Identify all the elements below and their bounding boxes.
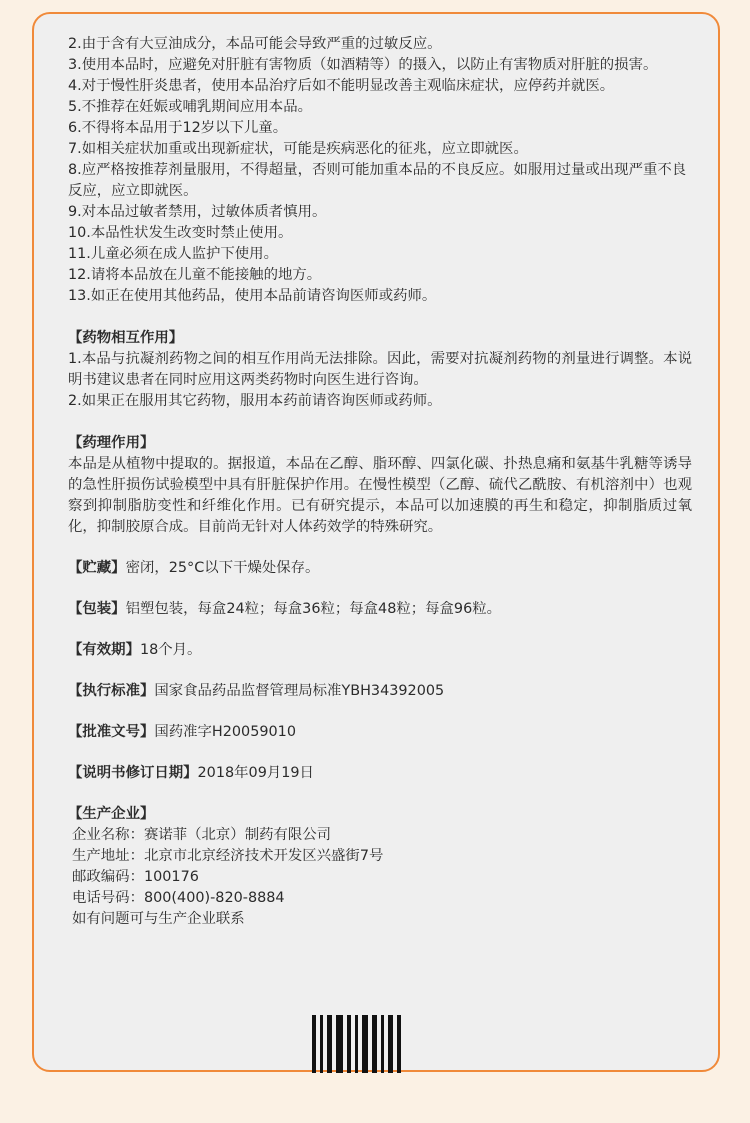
revision-text: 2018年09月19日 <box>197 765 314 781</box>
precaution-item: 2.由于含有大豆油成分，本品可能会导致严重的过敏反应。 <box>68 36 442 52</box>
precaution-item: 6.不得将本品用于12岁以下儿童。 <box>68 120 288 136</box>
precautions-list <box>68 34 692 307</box>
interactions-title: 【药物相互作用】 <box>68 330 184 346</box>
manufacturer-contact: 如有问题可与生产企业联系 <box>72 911 245 927</box>
precaution-item: 8.应严格按推荐剂量服用，不得超量，否则可能加重本品的不良反应。如服用过量或出现严重不良反应，应立即就医。 <box>68 162 687 199</box>
barcode-graphic <box>312 1015 420 1075</box>
precaution-item: 13.如正在使用其他药品，使用本品前请咨询医师或药师。 <box>68 288 437 304</box>
manufacturer-title: 【生产企业】 <box>68 806 155 822</box>
precaution-item: 4.对于慢性肝炎患者，使用本品治疗后如不能明显改善主观临床症状，应停药并就医。 <box>68 78 615 94</box>
pharmacology-text: 本品是从植物中提取的。据报道，本品在乙醇、脂环醇、四氯化碳、扑热息痛和氨基牛乳糖等诱导的急性肝损伤试验模型中具有肝脏保护作用。在慢性模型（乙醇、硫代乙酰胺、有机溶剂中）也观察到抑制脂肪变性和纤维化作用。已有研究提示，本品可以加速膜的再生和稳定，抑制脂质过氧化，抑制胶原合成。目前尚无针对人体药效学的特殊研究。 <box>68 456 692 535</box>
package-title: 【包装】 <box>68 601 126 617</box>
interactions-section <box>68 328 692 412</box>
validity-title: 【有效期】 <box>68 642 140 658</box>
storage-section <box>68 558 692 579</box>
precaution-item: 11.儿童必须在成人监护下使用。 <box>68 246 278 262</box>
approval-text: 国药准字H20059010 <box>154 724 296 740</box>
package-section <box>68 599 692 620</box>
validity-text: 18个月。 <box>139 642 202 658</box>
manufacturer-postcode: 邮政编码：100176 <box>72 869 199 885</box>
manufacturer-phone: 电话号码：800(400)-820-8884 <box>72 890 285 906</box>
interactions-item: 1.本品与抗凝剂药物之间的相互作用尚无法排除。因此，需要对抗凝剂药物的剂量进行调整。本说明书建议患者在同时应用这两类药物时向医生进行咨询。 <box>68 351 692 388</box>
precaution-item: 5.不推荐在妊娠或哺乳期间应用本品。 <box>68 99 312 115</box>
precaution-item: 10.本品性状发生改变时禁止使用。 <box>68 225 293 241</box>
precaution-item: 3.使用本品时，应避免对肝脏有害物质（如酒精等）的摄入，以防止有害物质对肝脏的损害。 <box>68 57 658 73</box>
storage-title: 【贮藏】 <box>68 560 126 576</box>
pharmacology-section <box>68 433 692 538</box>
revision-title: 【说明书修订日期】 <box>68 765 198 781</box>
precaution-item: 12.请将本品放在儿童不能接触的地方。 <box>68 267 322 283</box>
pharmacology-title: 【药理作用】 <box>68 435 155 451</box>
precaution-item: 7.如相关症状加重或出现新症状，可能是疾病恶化的征兆，应立即就医。 <box>68 141 528 157</box>
manufacturer-address: 生产地址：北京市北京经济技术开发区兴盛街7号 <box>72 848 384 864</box>
standard-title: 【执行标准】 <box>68 683 155 699</box>
interactions-item: 2.如果正在服用其它药物，服用本药前请咨询医师或药师。 <box>68 393 442 409</box>
approval-section <box>68 722 692 743</box>
storage-text: 密闭，25°C以下干燥处保存。 <box>125 560 320 576</box>
leaflet-card <box>32 12 720 1072</box>
package-text: 铝塑包装，每盒24粒；每盒36粒；每盒48粒；每盒96粒。 <box>125 601 502 617</box>
manufacturer-section <box>68 804 692 930</box>
standard-section <box>68 681 692 702</box>
revision-section <box>68 763 692 784</box>
standard-text: 国家食品药品监督管理局标准YBH34392005 <box>154 683 445 699</box>
precaution-item: 9.对本品过敏者禁用，过敏体质者慎用。 <box>68 204 327 220</box>
manufacturer-name: 企业名称：赛诺菲（北京）制药有限公司 <box>72 827 332 843</box>
validity-section <box>68 640 692 661</box>
approval-title: 【批准文号】 <box>68 724 155 740</box>
